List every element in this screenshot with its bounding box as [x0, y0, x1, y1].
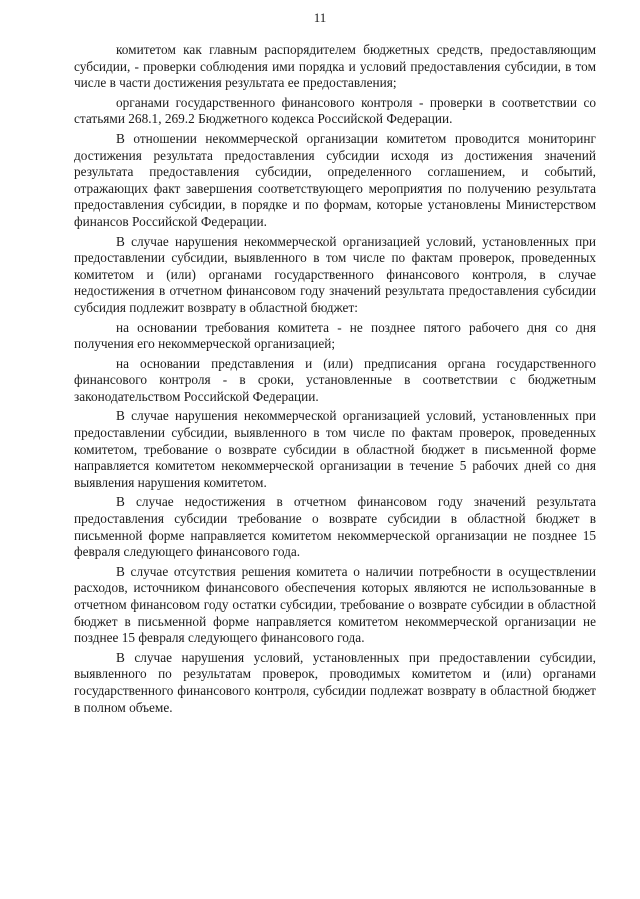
document-body: [74, 42, 596, 719]
paragraph-committee-checks: комитетом как главным распорядителем бюджетных средств, предоставляющим субсидии, - проверки соблюдения ими порядка и условий предоставления субсидии, в том числе в части достижения результата ее предоставления;: [74, 42, 596, 91]
paragraph-control-prescription: на основании представления и (или) предписания органа государственного финансового контроля - в сроки, установленные в соответствии с бюджетным законодательством Российской Федерации.: [74, 355, 596, 404]
paragraph-violation-return: В случае нарушения некоммерческой организацией условий, установленных при предоставлении субсидии, выявленного в том числе по фактам проверок, проведенных комитетом и (или) органами государственного финансового контроля, в случае недостижения в отчетном финансовом году значений результата предоставления субсидии субсидия подлежит возврату в областной бюджет:: [74, 233, 596, 315]
paragraph-full-return: В случае нарушения условий, установленных при предоставлении субсидии, выявленного по результатам проверок, проводимых комитетом и (или) органами государственного финансового контроля, субсидии подлежат возврату в областной бюджет в полном объеме.: [74, 649, 596, 715]
paragraph-monitoring: В отношении некоммерческой организации комитетом проводится мониторинг достижения результата предоставления субсидии исходя из достижения значений результата предоставления субсидии, определенного соглашением, и событий, отражающих факт завершения соответствующего мероприятия по получению результата предоставления субсидии, в порядке и по формам, которые установлены Министерством финансов Российской Федерации.: [74, 130, 596, 229]
paragraph-unused-balance-notice: В случае отсутствия решения комитета о наличии потребности в осуществлении расходов, источником финансового обеспечения которых являются не использованные в отчетном финансовом году остатки субсидии, требование о возврате субсидии в областной бюджет в письменной форме направляется комитетом некоммерческой организации не позднее 15 февраля следующего финансового года.: [74, 563, 596, 646]
paragraph-non-achievement-notice: В случае недостижения в отчетном финансовом году значений результата предоставления субсидии требование о возврате субсидии в областной бюджет в письменной форме направляется комитетом некоммерческой организации не позднее 15 февраля следующего финансового года.: [74, 494, 596, 560]
paragraph-violation-notice: В случае нарушения некоммерческой организацией условий, установленных при предоставлении субсидии, выявленного в том числе по фактам проверок, проведенных комитетом, требование о возврате субсидии в областной бюджет в письменной форме направляется комитетом некоммерческой организации в течение 5 рабочих дней со дня выявления нарушения комитетом.: [74, 408, 596, 490]
page-number: 11: [313, 10, 327, 25]
paragraph-committee-requirement: на основании требования комитета - не позднее пятого рабочего дня со дня получения его некоммерческой организацией;: [74, 319, 596, 352]
paragraph-financial-control-checks: органами государственного финансового контроля - проверки в соответствии со статьями 268.1, 269.2 Бюджетного кодекса Российской Федерации.: [74, 94, 596, 127]
